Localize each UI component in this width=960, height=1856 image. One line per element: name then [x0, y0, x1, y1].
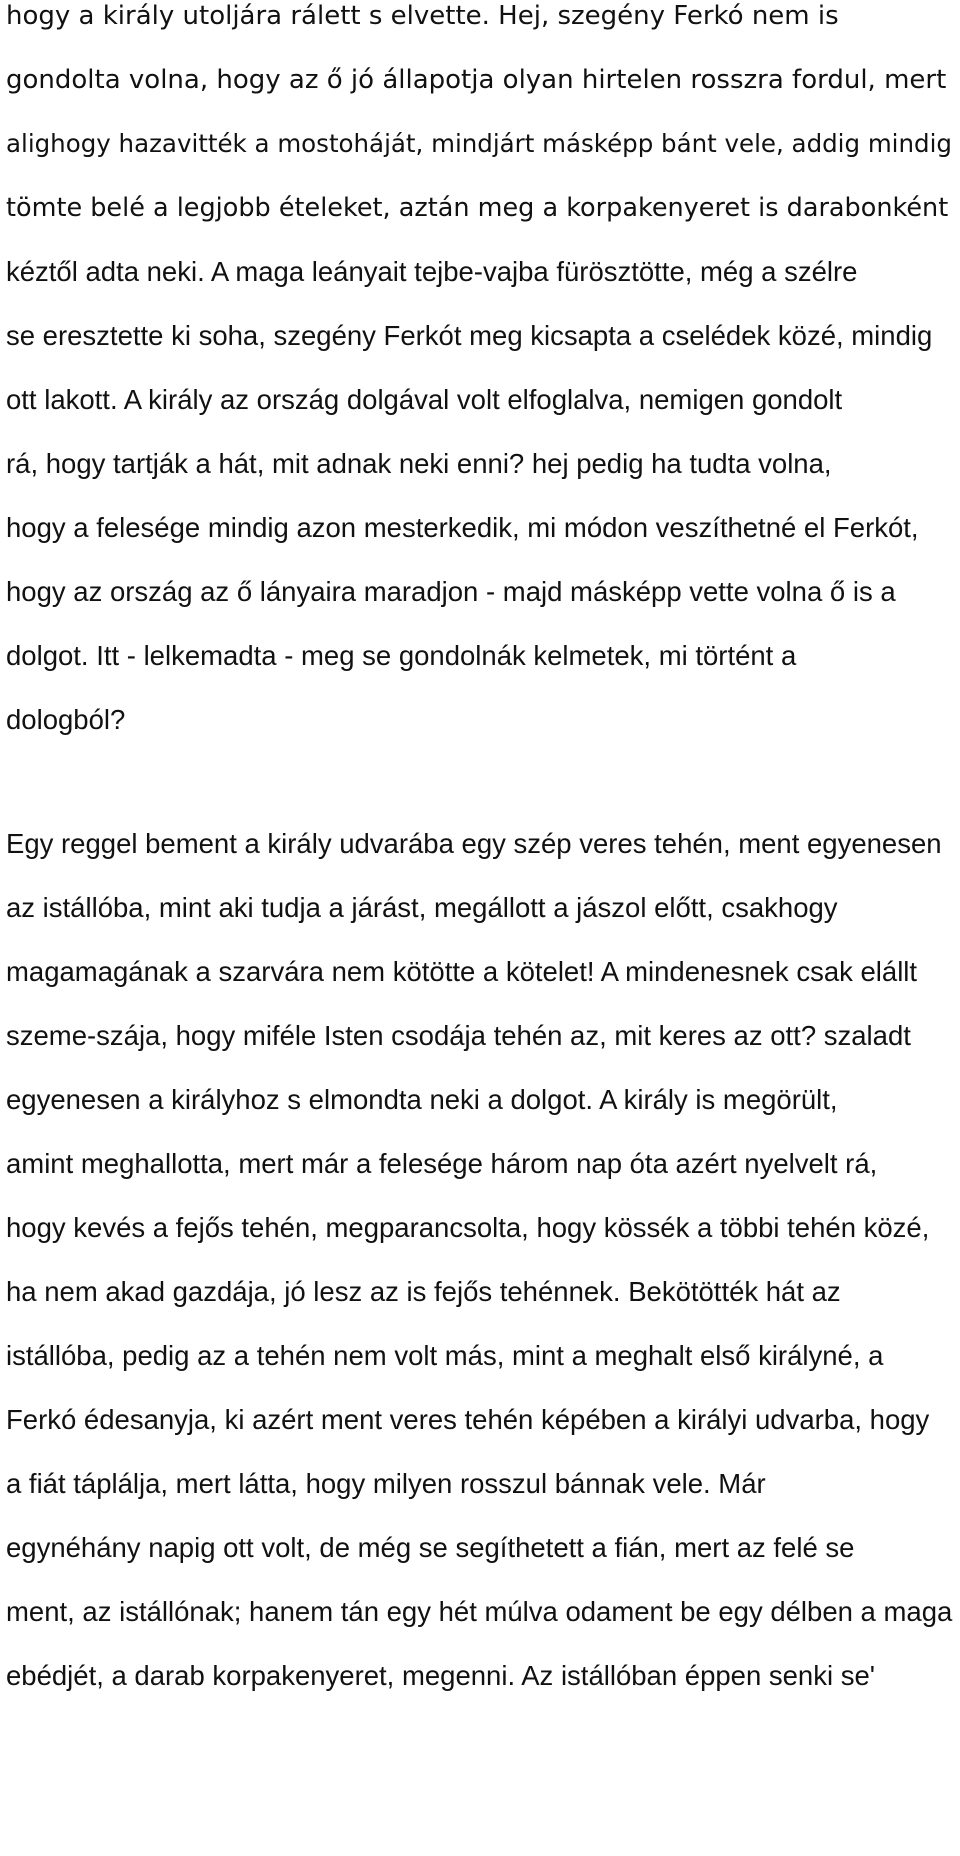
paragraph-2-line-13: ment, az istállónak; hanem tán egy hét múlva odament be egy délben a maga — [6, 1596, 953, 1627]
paragraph-2-line-2: az istállóba, mint aki tudja a járást, megállott a jászol előtt, csakhogy — [6, 892, 838, 923]
paragraph-2-line-10: Ferkó édesanyja, ki azért ment veres tehén képében a királyi udvarba, hogy — [6, 1404, 930, 1435]
paragraph-2-line-12: egynéhány napig ott volt, de még se segíthetett a fián, mert az felé se — [6, 1532, 855, 1563]
paragraph-2-line-5: egyenesen a királyhoz s elmondta neki a dolgot. A király is megörült, — [6, 1084, 838, 1115]
paragraph-2-line-6: amint meghallotta, mert már a felesége három nap óta azért nyelvelt rá, — [6, 1148, 878, 1179]
paragraph-2-line-11: a fiát táplálja, mert látta, hogy milyen rosszul bánnak vele. Már — [6, 1468, 766, 1499]
paragraph-1-line-3: alighogy hazavitték a mostoháját, mindjárt másképp bánt vele, addig mindig — [6, 129, 952, 158]
paragraph-1-line-6: se eresztette ki soha, szegény Ferkót meg kicsapta a cselédek közé, mindig — [6, 320, 933, 351]
paragraph-1-line-2: gondolta volna, hogy az ő jó állapotja olyan hirtelen rosszra fordul, mert — [6, 65, 947, 95]
paragraph-1-line-1: hogy a király utoljára rálett s elvette. Hej, szegény Ferkó nem is — [6, 1, 839, 31]
paragraph-2-line-7: hogy kevés a fejős tehén, megparancsolta, hogy kössék a többi tehén közé, — [6, 1212, 930, 1243]
paragraph-1-line-8: rá, hogy tartják a hát, mit adnak neki enni? hej pedig ha tudta volna, — [6, 448, 832, 479]
paragraph-1-line-5: kéztől adta neki. A maga leányait tejbe-vajba fürösztötte, még a szélre — [6, 256, 858, 287]
paragraph-1-line-7: ott lakott. A király az ország dolgával volt elfoglalva, nemigen gondolt — [6, 384, 843, 415]
paragraph-1-line-11: dolgot. Itt - lelkemadta - meg se gondolnák kelmetek, mi történt a — [6, 640, 797, 671]
paragraph-2-line-1: Egy reggel bement a király udvarába egy szép veres tehén, ment egyenesen — [6, 828, 942, 859]
paragraph-2-line-9: istállóba, pedig az a tehén nem volt más, mint a meghalt első királyné, a — [6, 1340, 884, 1371]
paragraph-1-line-10: hogy az ország az ő lányaira maradjon - majd másképp vette volna ő is a — [6, 576, 896, 607]
paragraph-2-line-4: szeme-szája, hogy miféle Isten csodája tehén az, mit keres az ott? szaladt — [6, 1020, 911, 1051]
paragraph-2-line-8: ha nem akad gazdája, jó lesz az is fejős tehénnek. Bekötötték hát az — [6, 1276, 841, 1307]
paragraph-1-line-12: dologból? — [6, 704, 126, 735]
paragraph-1-line-4: tömte belé a legjobb ételeket, aztán meg a korpakenyeret is darabonként — [6, 193, 949, 223]
paragraph-2-line-3: magamagának a szarvára nem kötötte a kötelet! A mindenesnek csak elállt — [6, 956, 918, 987]
paragraph-1-line-9: hogy a felesége mindig azon mesterkedik, mi módon veszíthetné el Ferkót, — [6, 512, 919, 543]
paragraph-2-line-14: ebédjét, a darab korpakenyeret, megenni. Az istállóban éppen senki se' — [6, 1660, 876, 1691]
